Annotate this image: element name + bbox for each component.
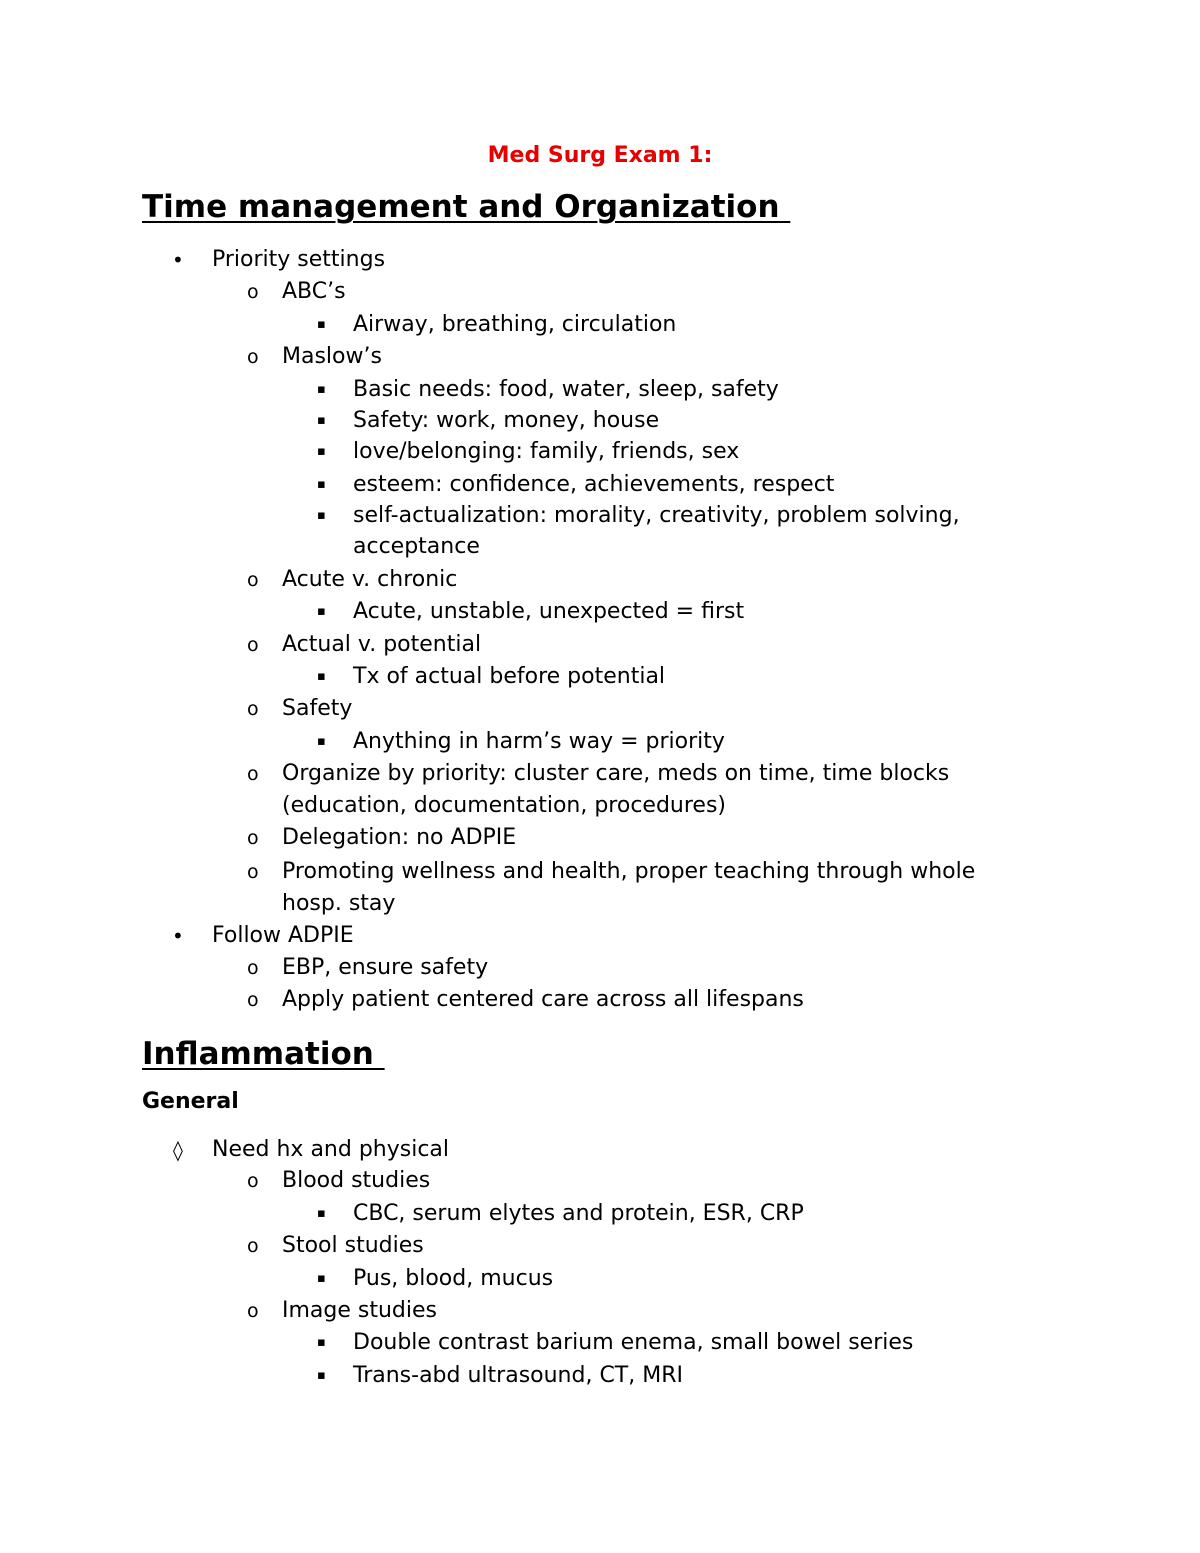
list-item: Trans-abd ultrasound, CT, MRI [353,1363,683,1388]
list-item: Pus, blood, mucus [353,1266,554,1291]
bullet-square-marker: ▪ [317,1271,326,1286]
list-item: Apply patient centered care across all lifespans [282,987,804,1012]
list-item: esteem: confidence, achievements, respect [353,472,835,497]
bullet-square-marker: ▪ [317,413,326,428]
bullet-circle-marker: o [247,957,259,979]
list-item: Acute, unstable, unexpected = first [353,599,745,624]
bullet-circle-marker: o [247,763,259,785]
bullet-circle-marker: o [247,281,259,303]
list-item: love/belonging: family, friends, sex [353,439,740,464]
list-item: ABC’s [282,279,346,304]
list-item: Anything in harm’s way = priority [353,729,725,754]
list-item: Blood studies [282,1168,431,1193]
bullet-square-marker: ▪ [317,382,326,397]
list-item: Delegation: no ADPIE [282,825,517,850]
bullet-disc-marker: • [172,248,184,272]
bullet-square-marker: ▪ [317,317,326,332]
bullet-square-marker: ▪ [317,734,326,749]
bullet-circle-marker: o [247,827,259,849]
list-item-continuation: (education, documentation, procedures) [282,793,727,818]
list-item: Tx of actual before potential [353,664,666,689]
bullet-square-marker: ▪ [317,1335,326,1350]
list-item-continuation: hosp. stay [282,891,396,916]
bullet-square-marker: ▪ [317,508,326,523]
list-item: self-actualization: morality, creativity, problem solving, [353,503,960,528]
bullet-circle-marker: o [247,1170,259,1192]
bullet-circle-marker: o [247,346,259,368]
list-item: Double contrast barium enema, small bowel series [353,1330,914,1355]
list-item-continuation: acceptance [353,534,480,559]
bullet-circle-marker: o [247,1235,259,1257]
bullet-square-marker: ▪ [317,444,326,459]
list-item: Safety: work, money, house [353,408,660,433]
list-item: Priority settings [212,247,386,272]
list-item: Stool studies [282,1233,424,1258]
bullet-circle-marker: o [247,698,259,720]
list-item: Airway, breathing, circulation [353,312,677,337]
list-item: Basic needs: food, water, sleep, safety [353,377,779,402]
list-item: Organize by priority: cluster care, meds on time, time blocks [282,761,950,786]
bullet-circle-marker: o [247,989,259,1011]
subheading-general: General [142,1089,239,1114]
bullet-square-marker: ▪ [317,477,326,492]
list-item: Follow ADPIE [212,923,354,948]
bullet-disc-marker: • [172,924,184,948]
list-item: CBC, serum elytes and protein, ESR, CRP [353,1201,804,1226]
bullet-square-marker: ▪ [317,1368,326,1383]
bullet-circle-marker: o [247,1300,259,1322]
list-item: Acute v. chronic [282,567,458,592]
bullet-circle-marker: o [247,861,259,883]
bullet-circle-marker: o [247,634,259,656]
list-item: Maslow’s [282,344,382,369]
list-item: EBP, ensure safety [282,955,489,980]
bullet-square-marker: ▪ [317,1206,326,1221]
bullet-circle-marker: o [247,569,259,591]
list-item: Need hx and physical [212,1137,450,1162]
section-heading-inflammation: Inflammation [142,1036,385,1072]
list-item: Promoting wellness and health, proper teaching through whole [282,859,976,884]
list-item: Actual v. potential [282,632,482,657]
bullet-square-marker: ▪ [317,604,326,619]
section-heading-time-management: Time management and Organization [142,189,791,225]
list-item: Image studies [282,1298,437,1323]
bullet-diamond-marker: ◊ [173,1138,183,1162]
list-item: Safety [282,696,353,721]
bullet-square-marker: ▪ [317,669,326,684]
document-title: Med Surg Exam 1: [487,143,713,168]
